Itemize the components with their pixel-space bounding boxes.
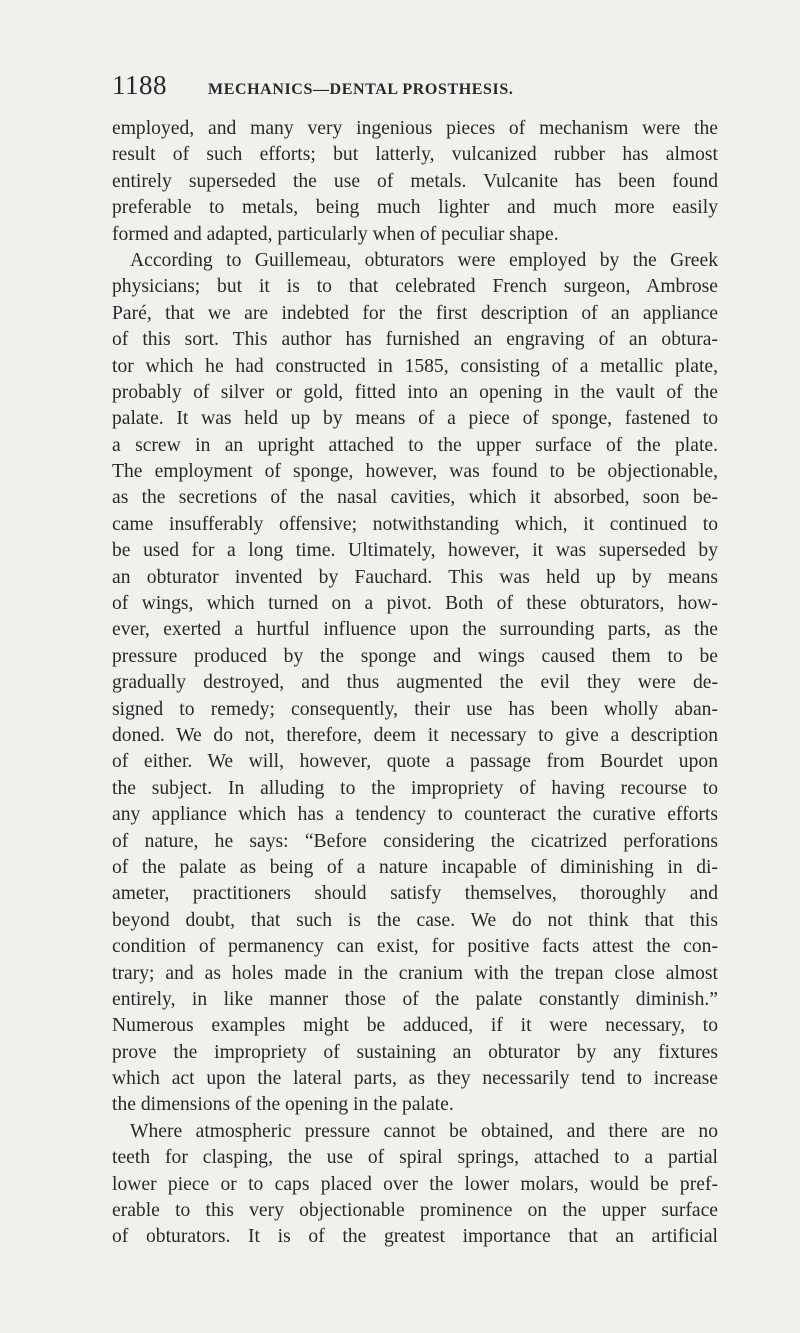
text-line: pressure produced by the sponge and wings caused them to be bbox=[112, 645, 718, 667]
page-number: 1188 bbox=[112, 70, 167, 100]
text-line: be used for a long time. Ultimately, however, it was superseded by bbox=[112, 540, 718, 562]
text-line: of obturators. It is of the greatest importance that an artificial bbox=[112, 1226, 718, 1248]
text-line: preferable to metals, being much lighter and much more easily bbox=[112, 197, 718, 219]
text-line: Numerous examples might be adduced, if it were necessary, to bbox=[112, 1015, 718, 1037]
text-line: entirely superseded the use of metals. Vulcanite has been found bbox=[112, 170, 718, 192]
text-line: prove the impropriety of sustaining an obturator by any fixtures bbox=[112, 1041, 718, 1063]
text-line: a screw in an upright attached to the upper surface of the plate. bbox=[112, 434, 718, 456]
text-line: teeth for clasping, the use of spiral springs, attached to a partial bbox=[112, 1147, 718, 1169]
text-line: of wings, which turned on a pivot. Both of these obturators, how- bbox=[112, 593, 718, 615]
text-line: trary; and as holes made in the cranium with the trepan close almost bbox=[112, 962, 718, 984]
text-line: signed to remedy; consequently, their use has been wholly aban- bbox=[112, 698, 718, 720]
text-line: ameter, practitioners should satisfy themselves, thoroughly and bbox=[112, 883, 718, 905]
text-line: the dimensions of the opening in the palate. bbox=[112, 1094, 454, 1116]
text-line: Paré, that we are indebted for the first description of an appliance bbox=[112, 302, 718, 324]
text-line: palate. It was held up by means of a piece of sponge, fastened to bbox=[112, 408, 718, 430]
text-line: gradually destroyed, and thus augmented the evil they were de- bbox=[112, 672, 718, 694]
text-line: result of such efforts; but latterly, vulcanized rubber has almost bbox=[112, 144, 718, 166]
text-line: tor which he had constructed in 1585, consisting of a metallic plate, bbox=[112, 355, 718, 377]
body-text bbox=[112, 116, 718, 1251]
text-line: erable to this very objectionable prominence on the upper surface bbox=[112, 1200, 718, 1222]
text-line: of the palate as being of a nature incapable of diminishing in di- bbox=[112, 856, 718, 878]
text-line: probably of silver or gold, fitted into an opening in the vault of the bbox=[112, 381, 718, 403]
text-line: Where atmospheric pressure cannot be obtained, and there are no bbox=[130, 1120, 718, 1142]
text-line: of this sort. This author has furnished an engraving of an obtura- bbox=[112, 329, 718, 351]
text-line: physicians; but it is to that celebrated French surgeon, Ambrose bbox=[112, 276, 718, 298]
text-line: of nature, he says: “Before considering the cicatrized perforations bbox=[112, 830, 718, 852]
text-line: as the secretions of the nasal cavities, which it absorbed, soon be- bbox=[112, 487, 718, 509]
text-line: doned. We do not, therefore, deem it necessary to give a description bbox=[112, 724, 718, 746]
text-line: employed, and many very ingenious pieces of mechanism were the bbox=[112, 118, 718, 139]
text-line: of either. We will, however, quote a passage from Bourdet upon bbox=[112, 751, 718, 773]
text-line: entirely, in like manner those of the palate constantly diminish.” bbox=[112, 988, 718, 1010]
text-line: an obturator invented by Fauchard. This was held up by means bbox=[112, 566, 718, 588]
text-line: which act upon the lateral parts, as they necessarily tend to increase bbox=[112, 1068, 718, 1090]
text-line: the subject. In alluding to the impropriety of having recourse to bbox=[112, 777, 718, 799]
text-line: condition of permanency can exist, for positive facts attest the con- bbox=[112, 936, 718, 958]
text-line: beyond doubt, that such is the case. We do not think that this bbox=[112, 909, 718, 931]
text-line: came insufferably offensive; notwithstanding which, it continued to bbox=[112, 513, 718, 535]
text-line: ever, exerted a hurtful influence upon the surrounding parts, as the bbox=[112, 619, 718, 641]
text-line: formed and adapted, particularly when of peculiar shape. bbox=[112, 223, 559, 245]
running-head bbox=[112, 70, 718, 101]
text-line: The employment of sponge, however, was found to be objectionable, bbox=[112, 461, 718, 483]
text-line: lower piece or to caps placed over the lower molars, would be pref- bbox=[112, 1173, 718, 1195]
text-line: any appliance which has a tendency to counteract the curative efforts bbox=[112, 804, 718, 826]
text-line: According to Guillemeau, obturators were employed by the Greek bbox=[130, 249, 718, 271]
running-title: MECHANICS—DENTAL PROSTHESIS. bbox=[208, 81, 514, 98]
